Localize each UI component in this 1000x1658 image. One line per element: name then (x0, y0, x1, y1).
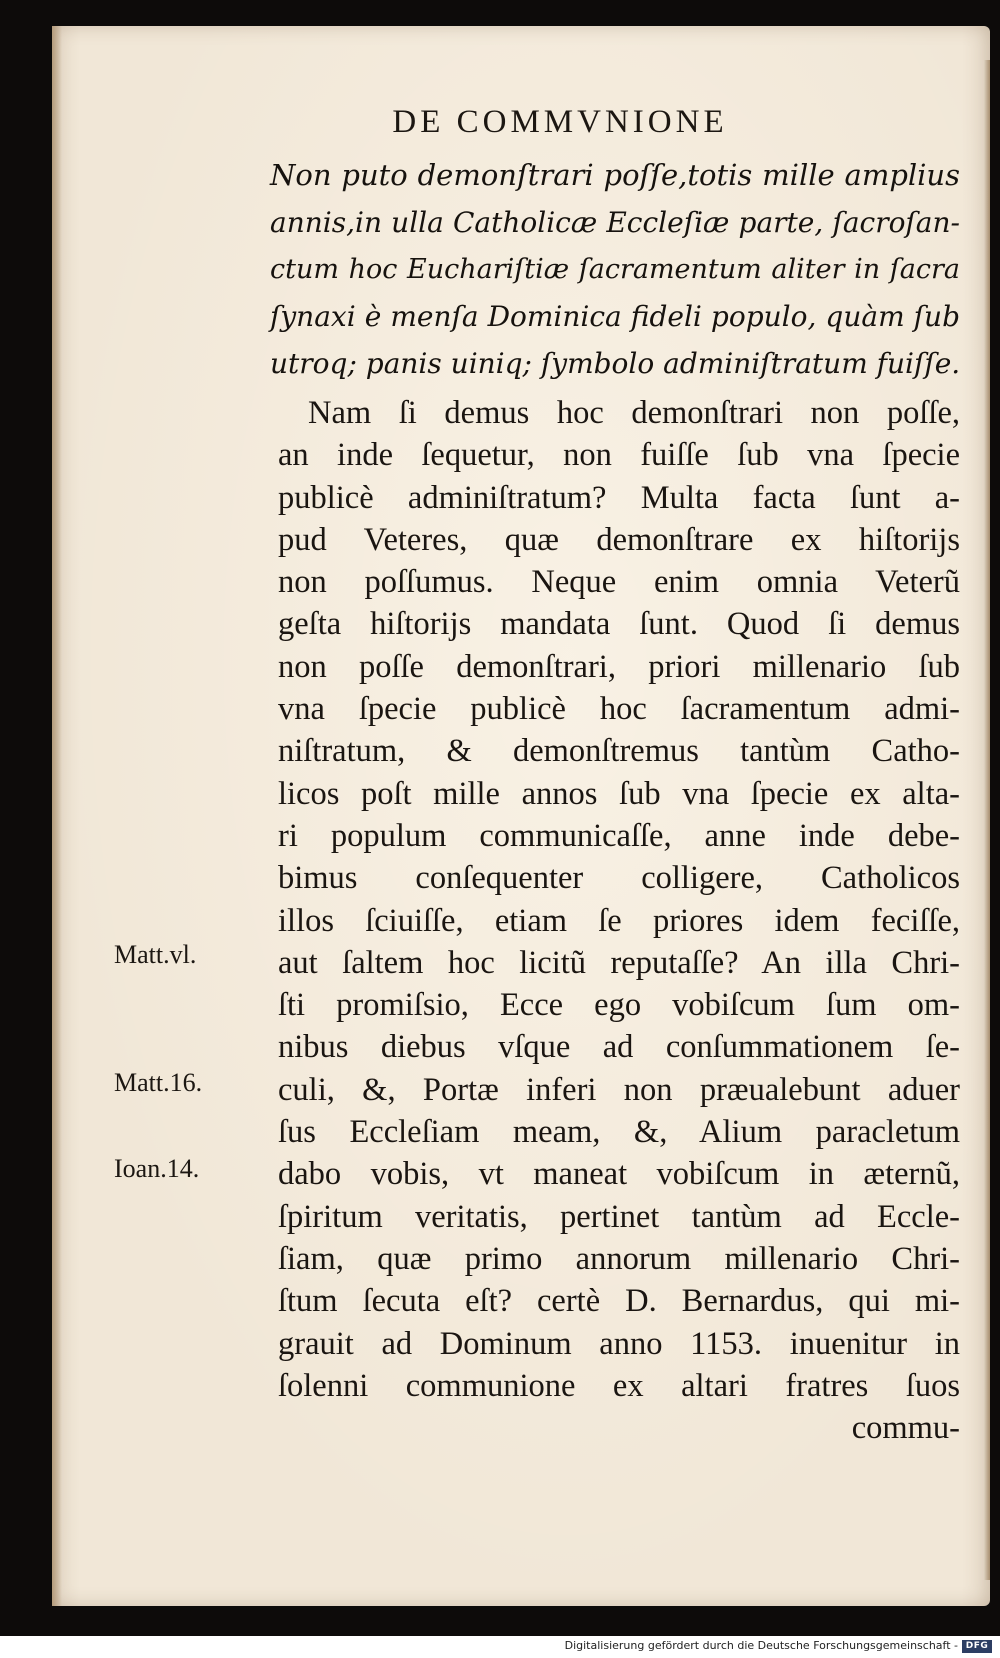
body-line: an inde ſequetur, non fuiſſe ſub vna ſpecie (278, 437, 960, 474)
body-line: bimus conſequenter colligere, Catholicos (278, 860, 960, 897)
body-line: aut ſaltem hoc licitũ reputaſſe? An illa Chri- (278, 944, 960, 981)
page-fore-edge (984, 60, 990, 1580)
body-line: Nam ſi demus hoc demonſtrari non poſſe, (308, 395, 960, 431)
body-line: culi, &, Portæ inferi non præualebunt aduer (278, 1071, 960, 1108)
body-line: licos poſt mille annos ſub vna ſpecie ex alta- (278, 775, 960, 812)
italic-line: utroq; panis uiniq; ſymbolo adminiſtratum fuiſſe. (270, 347, 961, 380)
body-line: nibus diebus vſque ad conſummationem ſe- (278, 1029, 960, 1066)
body-line: ſpiritum veritatis, pertinet tantùm ad Eccle- (278, 1198, 960, 1235)
body-line: ſti promiſsio, Ecce ego vobiſcum ſum om- (278, 987, 960, 1024)
body-line: grauit ad Dominum anno 1153. inuenitur in (278, 1325, 960, 1362)
body-line: niſtratum, & demonſtremus tantùm Catho- (278, 733, 960, 770)
body-line: vna ſpecie publicè hoc ſacramentum admi- (278, 691, 960, 728)
margin-note-matthew-6: Matt.vl. (114, 940, 197, 969)
margin-note-john-14: Ioan.14. (114, 1154, 200, 1183)
running-head: DE COMMVNIONE (392, 104, 728, 140)
body-line: ri populum communicaſſe, anne inde debe- (278, 817, 960, 854)
body-line: ſus Eccleſiam meam, &, Alium paracletum (278, 1114, 960, 1151)
body-line: dabo vobis, vt maneat vobiſcum in æternũ, (278, 1156, 960, 1193)
body-line: publicè adminiſtratum? Multa facta ſunt a- (278, 479, 960, 516)
italic-quotation (270, 152, 960, 387)
body-line: ſolenni communione ex altari fratres ſuos (278, 1367, 960, 1404)
italic-line: annis,in ulla Catholicæ Eccleſiæ parte, ſacroſan- (270, 206, 960, 239)
italic-line: ſynaxi è menſa Dominica fideli populo, quàm ſub (270, 300, 960, 333)
body-line: ſiam, quæ primo annorum millenario Chri- (278, 1240, 960, 1277)
body-line: ſtum ſecuta eſt? certè D. Bernardus, qui mi- (278, 1283, 960, 1320)
italic-line: Non puto demonſtrari poſſe,totis mille amplius (270, 158, 960, 192)
dfg-credit: Digitalisierung gefördert durch die Deutsche Forschungsgemeinschaft - (564, 1639, 958, 1652)
catchword: commu- (851, 1410, 960, 1447)
body-line: non poſſe demonſtrari, priori millenario ſub (278, 648, 960, 685)
body-line: pud Veteres, quæ demonſtrare ex hiſtorijs (278, 521, 960, 558)
italic-line: ctum hoc Euchariſtiæ ſacramentum aliter in ſacra (270, 254, 960, 285)
dfg-logo: DFG (962, 1640, 992, 1653)
page-spine-shadow (52, 26, 62, 1606)
body-line: non poſſumus. Neque enim omnia Veterũ (278, 564, 960, 601)
margin-note-matthew-16: Matt.16. (114, 1068, 203, 1097)
body-text (278, 392, 960, 1449)
body-line: geſta hiſtorijs mandata ſunt. Quod ſi demus (278, 606, 960, 643)
body-line: illos ſciuiſſe, etiam ſe priores idem feciſſe, (278, 902, 960, 939)
